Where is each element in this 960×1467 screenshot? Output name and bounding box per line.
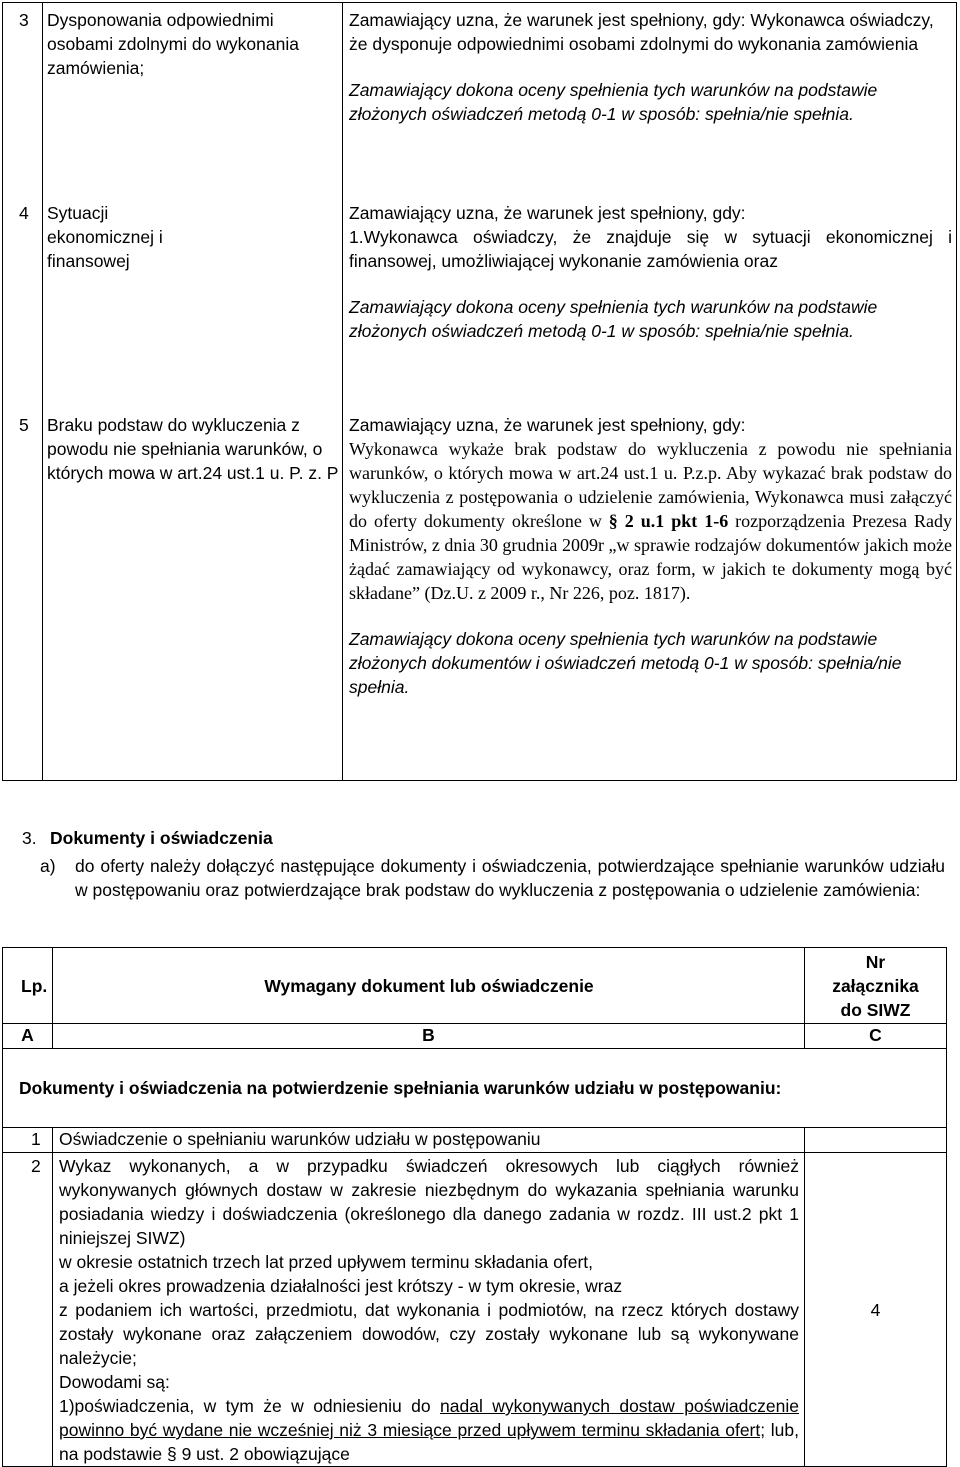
table-row bbox=[3, 1128, 947, 1153]
column-letter: C bbox=[805, 1024, 947, 1049]
row-number: 2 bbox=[3, 1153, 53, 1467]
section-title: Dokumenty i oświadczenia bbox=[50, 828, 273, 848]
condition-description bbox=[343, 196, 957, 408]
condition-text-intro: Zamawiający uzna, że warunek jest spełniony, gdy: bbox=[349, 414, 746, 435]
row-number: 3 bbox=[3, 3, 43, 196]
document-text: Wykaz wykonanych, a w przypadku świadczeń okresowych lub ciągłych również wykonywanych głównych dostaw w zakresie niezbędnym do wykazania spełniania warunku posiadania wiedzy i doświadczenia (określonego dla danego zadania w rozdz. III ust.2 pkt 1 niniejszej SIWZ) bbox=[59, 1156, 799, 1248]
assessment-text: Zamawiający dokona oceny spełnienia tych warunków na podstawie złożonych oświadczeń metodą 0-1 w sposób: spełnia/nie spełnia. bbox=[349, 80, 878, 124]
attachment-number: 4 bbox=[805, 1153, 947, 1467]
section-heading bbox=[22, 826, 957, 850]
documents-table bbox=[2, 947, 947, 1467]
condition-text: 1.Wykonawca oświadczy, że znajduje się w sytuacji ekonomicznej i finansowej, umożliwiającej wykonanie zamówienia oraz bbox=[349, 226, 952, 271]
condition-text: Zamawiający uzna, że warunek jest spełniony, gdy: Wykonawca oświadczy, że dysponuje odpowiednimi osobami zdolnymi do wykonania zamówienia bbox=[349, 10, 934, 54]
table-row bbox=[3, 3, 957, 196]
document-text-part: 1)poświadczenia, w tym że w odniesieniu do bbox=[59, 1396, 441, 1416]
group-heading-row bbox=[3, 1049, 947, 1128]
list-item bbox=[22, 854, 957, 902]
list-item-text: do oferty należy dołączyć następujące dokumenty i oświadczenia, potwierdzające spełnianie warunków udziału w postępowaniu oraz potwierdzające brak podstaw do wykluczenia z postępowania o udzielenie zamówienia: bbox=[75, 856, 945, 900]
column-letters-row bbox=[3, 1024, 947, 1049]
condition-description bbox=[343, 3, 957, 196]
document-text-part: lub, na podstawie § 9 ust. 2 obowiązujące bbox=[59, 1420, 799, 1464]
column-header-document: Wymagany dokument lub oświadczenie bbox=[53, 948, 805, 1024]
column-letter: B bbox=[53, 1024, 805, 1049]
column-header-attachment bbox=[805, 948, 947, 1024]
conditions-table bbox=[2, 2, 957, 781]
condition-text-part: Wykonawca wykaże brak podstaw do wykluczenia z powodu nie spełniania warunków, o których mowa w art.24 ust.1 u. P.z.p. Aby wykazać brak podstaw do wykluczenia z postępowania o udzielenie zamówienia, Wykonawca musi załączyć do oferty dokumenty określone w bbox=[349, 438, 952, 531]
condition-text-part: rozporządzenia Prezesa Rady Ministrów, z dnia 30 grudnia 2009r „w sprawie rodzajów dokumentów jakich może żądać zamawiający od wykonawcy, oraz form, w jakich te dokumenty mogą być składane” (Dz.U. z 2009 r., Nr 226, poz. 1817). bbox=[349, 510, 952, 603]
table-row bbox=[3, 196, 957, 408]
table-row bbox=[3, 1153, 947, 1467]
regulation-reference: § 2 u.1 pkt 1-6 bbox=[608, 510, 729, 531]
row-number: 4 bbox=[3, 196, 43, 408]
section-number: 3. bbox=[22, 828, 37, 848]
list-marker: a) bbox=[40, 856, 56, 876]
header-line: do SIWZ bbox=[840, 999, 911, 1020]
document-text: a jeżeli okres prowadzenia działalności jest krótszy - w tym okresie, wraz bbox=[59, 1276, 623, 1296]
document-text: w okresie ostatnich trzech lat przed upływem terminu składania ofert, bbox=[59, 1252, 593, 1272]
document-text: z podaniem ich wartości, przedmiotu, dat wykonania i podmiotów, na rzecz których dostawy zostały wykonane oraz załączeniem dowodów, czy zostały wykonane lub są wykonywane należycie; bbox=[59, 1300, 799, 1368]
condition-label: Dysponowania odpowiednimi osobami zdolnymi do wykonania zamówienia; bbox=[43, 3, 343, 196]
condition-text bbox=[349, 437, 952, 605]
condition-description bbox=[343, 408, 957, 781]
document-text: Dowodami są: bbox=[59, 1372, 170, 1392]
underlined-text: nadal wykonywanych dostaw poświadczenie powinno być wydane nie wcześniej niż 3 miesiące przed upływem terminu składania ofert; bbox=[59, 1396, 799, 1440]
attachment-number bbox=[805, 1128, 947, 1153]
row-number: 5 bbox=[3, 408, 43, 781]
document-description bbox=[53, 1153, 805, 1467]
document-text bbox=[59, 1394, 799, 1466]
condition-label: Sytuacji ekonomicznej i finansowej bbox=[43, 196, 343, 408]
document-name: Oświadczenie o spełnianiu warunków udziału w postępowaniu bbox=[53, 1128, 805, 1153]
condition-label: Braku podstaw do wykluczenia z powodu nie spełniania warunków, o których mowa w art.24 ust.1 u. P. z. P bbox=[43, 408, 343, 781]
row-number: 1 bbox=[3, 1128, 53, 1153]
header-line: Nr bbox=[865, 951, 886, 972]
table-header-row bbox=[3, 948, 947, 1024]
group-heading: Dokumenty i oświadczenia na potwierdzenie spełniania warunków udziału w postępowaniu: bbox=[3, 1049, 947, 1128]
section-documents bbox=[22, 826, 957, 902]
assessment-text: Zamawiający dokona oceny spełnienia tych warunków na podstawie złożonych oświadczeń metodą 0-1 w sposób: spełnia/nie spełnia. bbox=[349, 296, 878, 341]
column-letter: A bbox=[3, 1024, 53, 1049]
assessment-text: Zamawiający dokona oceny spełnienia tych warunków na podstawie złożonych dokumentów i oświadczeń metodą 0-1 w sposób: spełnia/nie spełnia. bbox=[349, 628, 902, 697]
header-line: załącznika bbox=[832, 975, 919, 996]
table-row bbox=[3, 408, 957, 781]
condition-text-intro: Zamawiający uzna, że warunek jest spełniony, gdy: bbox=[349, 202, 746, 223]
column-header-lp: Lp. bbox=[3, 948, 53, 1024]
